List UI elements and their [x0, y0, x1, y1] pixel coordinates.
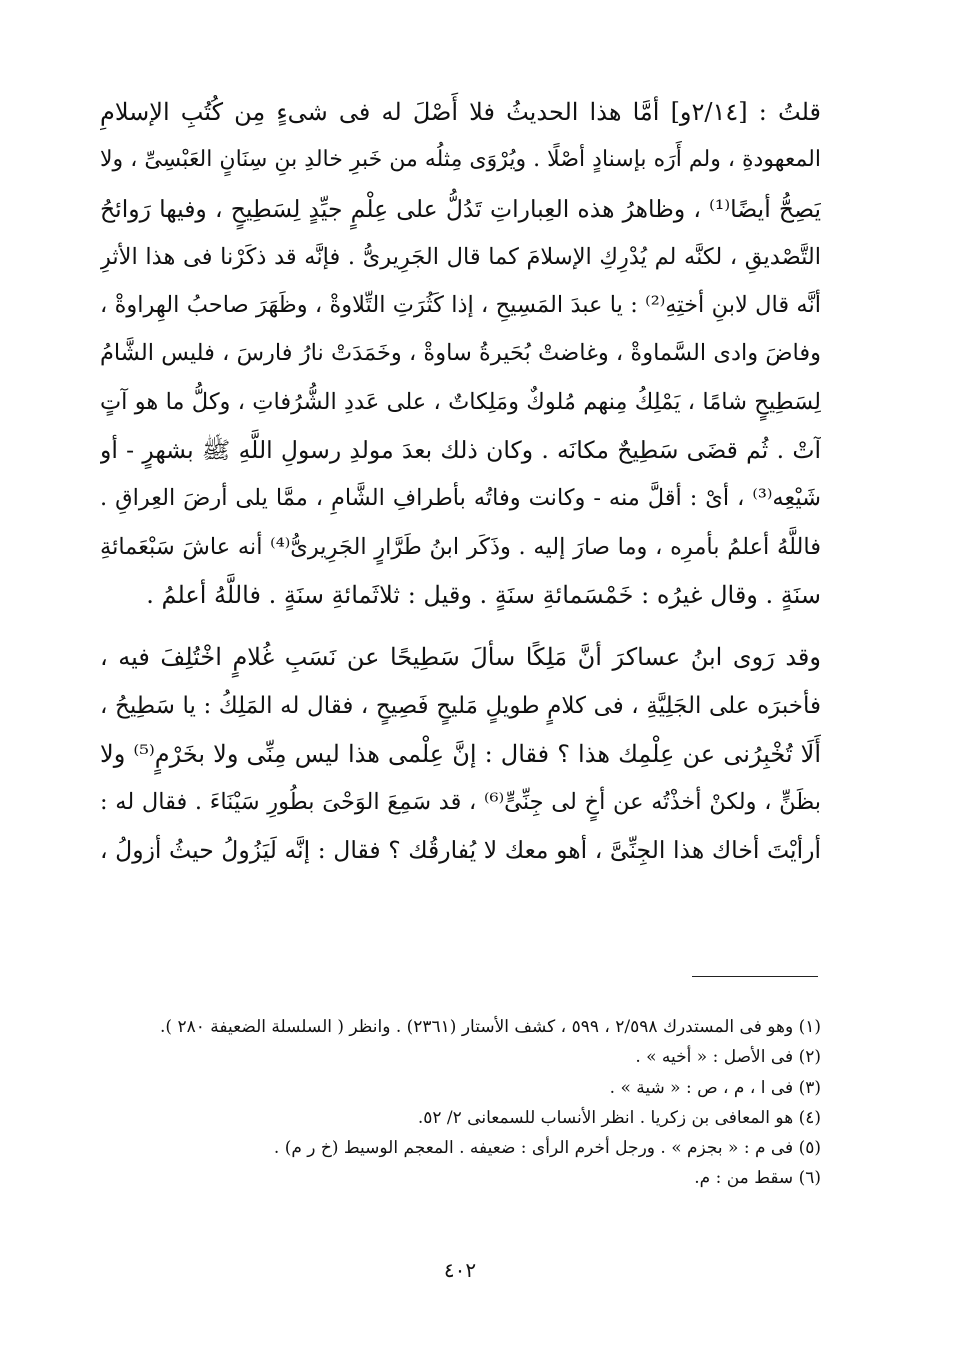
paragraph-1 [100, 88, 821, 619]
text-line: أرأيْتَ أخاك هذا الجِنِّىَّ ، أهو معك لا يُفارقُك ؟ فقال : إنَّه لَيَزُولُ حيثُ أزولُ ، [100, 836, 821, 865]
footnote-5: (٥) فى م : « بجزم » . ورجل أخرم الرأى : ضعيفه . المعجم الوسيط (خ ر م) . [273, 1138, 821, 1159]
footnote-1: (١) وهو فى المستدرك ٢/٥٩٨ ، ٥٩٩ ، كشف الأستار (٢٣٦١) . وانظر ( السلسلة الضعيفة ٢٨٠ ). [160, 1017, 821, 1037]
page-number: ٤٠٢ [443, 1258, 477, 1282]
footnote-4: (٤) هو المعافى بن زكريا . انظر الأنساب للسمعانى ٢/ ٥٢. [417, 1107, 821, 1128]
text-line: يَصِحُّ أيضًا⁽¹⁾ ، وظاهرُ هذه العِباراتِ تَدُلُّ على عِلْمٍ جيِّدٍ لِسَطِيحٍ ، وفيها رَوائحُ [100, 194, 821, 223]
footnote-6: (٦) سقط من : م. [694, 1168, 821, 1189]
text-line: شَيْعِه⁽³⁾ ، أىْ : أقلَّ منه - وكانت وفاتُه بأطرافِ الشَّامِ ، ممَّا يلى أرضَ العِراقِ . [100, 485, 821, 512]
text-line: المعهودةِ ، ولم أَرَه بإسنادٍ أصْلًا . ويُرْوَى مِثلُه من خَبرِ خالدِ بنِ سِنَانٍ العَبْسِىِّ ، ولا [100, 147, 821, 173]
footnote-3: (٣) فى ا ، م ، ص : « شية » . [609, 1077, 821, 1098]
main-text [100, 88, 821, 875]
paragraph-2 [100, 633, 821, 874]
text-line: بظَنٍّ ، ولكنْ أخذْتُه عن أخٍ لى جِنِّىٍّ⁽⁶⁾ ، قد سَمِعَ الوَحْىَ بطُورِ سَيْنَاءَ . فقال له : [100, 789, 821, 816]
footnote-2: (٢) فى الأصل : « أخيه » . [635, 1047, 821, 1068]
paragraph-gap [100, 619, 821, 633]
footnote-separator [692, 976, 818, 977]
text-line: التَّصْديقِ ، لكنَّه لم يُدْرِكِ الإسلامَ كما قال الجَرِيرىُّ . فإنَّه قد ذكَرْنا فى هذا الأثرِ [100, 243, 821, 270]
footnotes [100, 1012, 821, 1194]
text-line: وفاضَ وادى السَّماوةْ ، وغاضتْ بُحَيرةُ ساوةْ ، وخَمَدَتْ نارُ فارسَ ، فليس الشَّامُ [100, 340, 821, 367]
text-line: فأخبرَه على الجَلِيَّةِ ، فى كلامٍ طويلٍ مَليحٍ فَصِيحٍ ، فقال له المَلِكُ : يا سَطِيحُ ، [100, 692, 821, 719]
text-line: فاللَّهُ أعلمُ بأمرِه ، وما صارَ إليه . وذَكَر ابنُ طَرَّارٍ الجَرِيرىُّ⁽⁴⁾ أنه عاشَ سَبْعَمائةِ [100, 533, 821, 560]
text-line: آتْ . ثُم قضَى سَطِيحٌ مكانَه . وكان ذلك بعدَ مولدِ رسولِ اللَّهِ ﷺ بشهرٍ - أو [100, 436, 821, 465]
text-line: وقد رَوى ابنُ عساكرَ أنَّ مَلِكًا سألَ سَطِيحًا عن نَسَبِ غُلامٍ اخْتُلِفَ فيه ، [100, 643, 821, 672]
text-line: أَلَا تُخْبِرُنى عن عِلْمِك هذا ؟ فقال : إنَّ عِلْمى هذا ليس مِنِّى ولا بخَرْمٍ⁽⁵⁾ ولا [100, 739, 821, 768]
text-line: قلتُ : [٢/١٤و] أمَّا هذا الحديثُ فلا أَصْلَ له فى شىءٍ مِن كُتُبِ الإسلامِ [100, 98, 821, 126]
text-line: لِسَطِيحٍ شامًا ، يَمْلِكُ مِنهم مُلوكٌ ومَلِكاتٌ ، على عَددِ الشُّرُفاتِ ، وكلُّ ما هو آتٍ [100, 388, 821, 415]
text-line: سنَةٍ . وقال غيرُه : خَمْسَمائةِ سنَةٍ . وقيل : ثلاثَمائةِ سنَةٍ . فاللَّهُ أعلمُ . [146, 580, 821, 609]
text-line: أنَّه قال لابنِ أختِهِ⁽²⁾ : يا عبدَ المَسِيحِ ، إذا كَثُرَتِ التِّلاوةْ ، وظَهَرَ صاحبُ الهِراوةْ ، [100, 292, 821, 319]
